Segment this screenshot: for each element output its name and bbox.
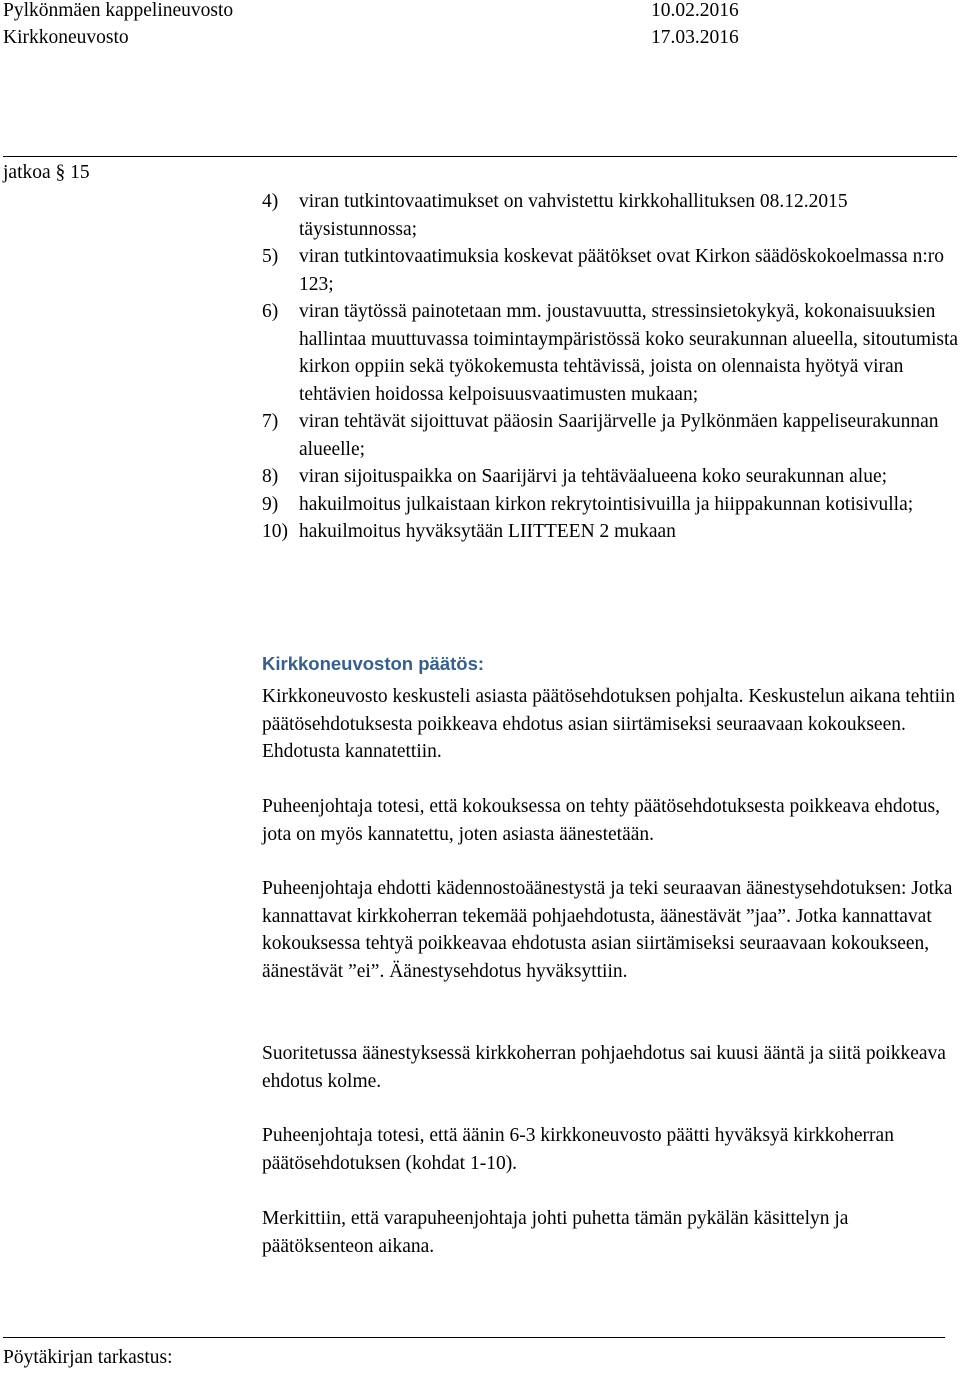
item-text: viran tutkintovaatimuksia koskevat päätökset ovat Kirkon säädöskokoelmassa n:ro 123; (299, 246, 944, 295)
header-row-2 (3, 27, 960, 54)
item-text: viran tutkintovaatimukset on vahvistettu kirkkohallituksen 08.12.2015 täysistunnossa; (299, 191, 848, 240)
item-text: viran tehtävät sijoittuvat pääosin Saarijärvelle ja Pylkönmäen kappeliseurakunnan alueelle; (299, 411, 939, 460)
item-number: 5) (262, 246, 279, 267)
item-number: 9) (262, 493, 279, 515)
item-number: 7) (262, 411, 279, 432)
paragraph: Kirkkoneuvosto keskusteli asiasta päätösehdotuksen pohjalta. Keskustelun aikana tehtiin päätösehdotuksesta poikkeava ehdotus asian siirtämiseksi seuraavaan kokoukseen. Ehdotusta kannatettiin. (262, 686, 956, 762)
decision-heading: Kirkkoneuvoston päätös: (262, 653, 485, 674)
item-number: 8) (262, 466, 279, 487)
list-item (262, 518, 960, 546)
item-number: 4) (262, 191, 279, 212)
header-row-1 (3, 0, 960, 27)
list-item (262, 243, 960, 298)
list-item (262, 408, 960, 463)
paragraph: Puheenjohtaja totesi, että äänin 6-3 kirkkoneuvosto päätti hyväksyä kirkkoherran päätösehdotuksen (kohdat 1-10). (262, 1125, 894, 1174)
item-number: 10) (262, 521, 288, 542)
footer-rule (3, 1337, 945, 1338)
paragraph: Puheenjohtaja ehdotti kädennostoäänestystä ja teki seuraavan äänestysehdotuksen: Jotka kannattavat kirkkoherran tekemää pohjaehdotusta, äänestävät ”jaa”. Jotka kannattavat kokouksessa tehtyä poikkeavaa ehdotusta asian siirtämiseksi seuraavaan kokoukseen, äänestävät ”ei”. Äänestysehdotus hyväksyttiin. (262, 878, 953, 982)
paragraph: Merkittiin, että varapuheenjohtaja johti puhetta tämän pykälän käsittelyn ja päätöksenteon aikana. (262, 1208, 849, 1257)
footer-label: Pöytäkirjan tarkastus: (3, 1347, 173, 1368)
header-rule (3, 156, 957, 157)
header-body: Kirkkoneuvosto (3, 27, 129, 48)
list-item (262, 188, 960, 243)
item-text: viran täytössä painotetaan mm. joustavuutta, stressinsietokykyä, kokonaisuuksien hallintaa muuttuvassa toimintaympäristössä koko seurakunnan alueella, sitoutumista kirkon oppiin sekä työkokemusta tehtävissä, joista on olennaista hyötyä viran tehtävien hoidossa kelpoisuusvaatimusten mukaan; (299, 301, 959, 405)
item-text: viran sijoituspaikka on Saarijärvi ja tehtäväalueena koko seurakunnan alue; (299, 466, 888, 487)
continued-label: jatkoa § 15 (3, 162, 90, 183)
header-body-date: 17.03.2016 (651, 27, 739, 48)
list-item (262, 491, 960, 519)
paragraph: Puheenjohtaja totesi, että kokouksessa on tehty päätösehdotuksesta poikkeava ehdotus, jota on myös kannatettu, joten asiasta äänestetään. (262, 796, 941, 845)
item-text: hakuilmoitus hyväksytään LIITTEEN 2 mukaan (299, 521, 676, 542)
header-org-date: 10.02.2016 (651, 0, 739, 21)
paragraph: Suoritetussa äänestyksessä kirkkoherran pohjaehdotus sai kuusi ääntä ja siitä poikkeava ehdotus kolme. (262, 1043, 946, 1092)
item-text: hakuilmoitus julkaistaan kirkon rekrytointisivuilla ja hiippakunnan kotisivulla; (299, 493, 914, 515)
item-number: 6) (262, 301, 279, 322)
list-item (262, 298, 960, 408)
list-item (262, 463, 960, 491)
item-list (262, 188, 960, 546)
header-org: Pylkönmäen kappelineuvosto (3, 0, 234, 21)
